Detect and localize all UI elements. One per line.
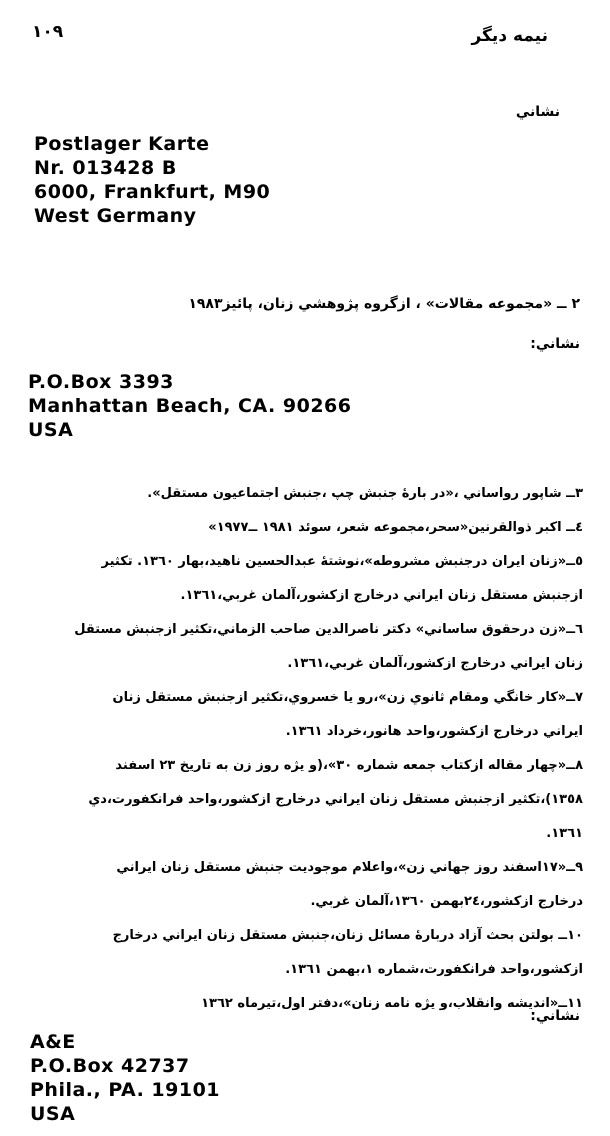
bibliography-list bbox=[27, 477, 583, 1021]
list-item-line: ٣ــ شاپور رواساني ،«در بارهٔ جنبش چپ ،جنبش اجتماعيون مستقل». bbox=[147, 486, 583, 501]
address-label: نشاني: bbox=[530, 1008, 580, 1024]
address-line: Nr. 013428 B bbox=[34, 157, 177, 179]
list-item-line: ١٠ــ بولتن بحث آزاد دربارهٔ مسائل زنان،جنبش مستقل زنان ايراني درخارج bbox=[112, 928, 583, 943]
list-item-line: ١١ــ«انديشه وانقلاب،و يژه نامه زنان»،دفتر اول،تيرماه ١٣٦٢ bbox=[201, 996, 583, 1011]
list-item-line: ازكشور،واحد فرانكفورت،شماره ١،بهمن ١٣٦١. bbox=[285, 962, 583, 977]
list-item-line: درخارج ازكشور،٢٤بهمن ١٣٦٠،آلمان غربي. bbox=[310, 894, 583, 909]
item-2-line: ٢ ــ «مجموعه مقالات» ، ازگروه پژوهشي زنان، پائيز١٩٨٣ bbox=[188, 296, 580, 312]
list-item-line: ايراني درخارج ازكشور،واحد هانور،خرداد ١٣٦١. bbox=[285, 724, 583, 739]
header-title: نيمه ديگر bbox=[471, 26, 548, 46]
address-label: نشاني: bbox=[530, 336, 580, 352]
list-item-line: ٨ــ«چهار مقاله ازكتاب جمعه شماره ٣٠»،(و يژه روز زن به تاريخ ٢٣ اسفند bbox=[115, 758, 583, 773]
address-line: P.O.Box 3393 bbox=[28, 371, 174, 393]
list-item-line: ١٣٦١. bbox=[546, 826, 583, 841]
address-line: Phila., PA. 19101 bbox=[30, 1079, 221, 1101]
page-number: ١٠٩ bbox=[32, 22, 64, 42]
address-label: نشاني bbox=[515, 104, 560, 120]
list-item-line: زنان ايراني درخارج ازكشور،آلمان غربي،١٣٦١. bbox=[287, 656, 583, 671]
address-line: Postlager Karte bbox=[34, 133, 210, 155]
list-item-line: ازجنبش مستقل زنان ايراني درخارج ازكشور،آلمان غربي،١٣٦١. bbox=[180, 588, 583, 603]
list-item-line: ١٣٥٨)،تكثير ازجنبش مستقل زنان ايراني درخارج ازكشور،واحد فرانكفورت،دي bbox=[88, 792, 583, 807]
address-block-frankfurt bbox=[34, 132, 270, 228]
address-line: West Germany bbox=[34, 205, 197, 227]
address-line: Manhattan Beach, CA. 90266 bbox=[28, 395, 352, 417]
address-line: USA bbox=[30, 1103, 76, 1125]
list-item-line: ٤ــ اكبر ذوالقرنين«سحر،مجموعه شعر، سوئد ١٩٨١ ــ١٩٧٧» bbox=[208, 520, 583, 535]
address-line: USA bbox=[28, 419, 74, 441]
list-item-line: ٩ــ«١٧اسفند روز جهاني زن»،واعلام موجوديت جنبش مستقل زنان ايراني bbox=[116, 860, 583, 875]
address-line: P.O.Box 42737 bbox=[30, 1055, 190, 1077]
address-block-phila bbox=[30, 1030, 220, 1126]
list-item-line: ٧ــ«كار خانگي ومقام ثانوي زن»،رو يا خسروي،تكثير ازجنبش مستقل زنان bbox=[112, 690, 583, 705]
address-block-manhattan bbox=[28, 370, 351, 442]
list-item-line: ٥ــ«زنان ايران درجنبش مشروطه»،نوشتهٔ عبدالحسين ناهيد،بهار ١٣٦٠. تكثير bbox=[101, 554, 583, 569]
address-line: 6000, Frankfurt, M90 bbox=[34, 181, 271, 203]
list-item-line: ٦ــ«زن درحقوق ساساني» دكتر ناصرالدين صاحب الزماني،تكثير ازجنبش مستقل bbox=[74, 622, 583, 637]
address-line: A&E bbox=[30, 1031, 76, 1053]
